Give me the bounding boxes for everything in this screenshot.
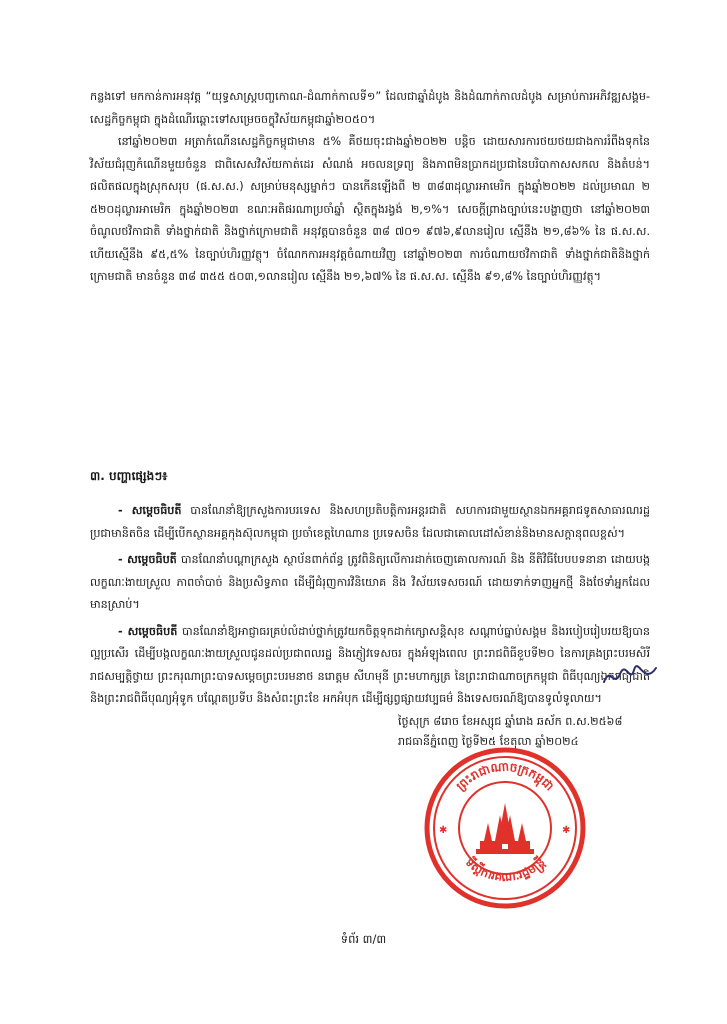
body-text <box>90 86 650 289</box>
signature-icon <box>600 660 660 692</box>
official-seal <box>422 745 588 911</box>
bullet-lead: - សម្តេចធិបតី <box>118 624 178 638</box>
bullet-lead: - សម្តេចធិបតី <box>118 553 177 566</box>
paragraph-economy: នៅឆ្នាំ២០២៣ អត្រាកំណើនសេដ្ឋកិច្ចកម្ពុជាមាន ៥% គឺថយចុះជាងឆ្នាំ២០២២ បន្តិច ដោយសារការថយថយជាងការរំពឹងទុកនៃវិស័យជំរុញកំណើនមួយចំនួន ជាពិសេសវិស័យកាត់ដេរ សំណង់ អចលនទ្រព្យ និងភាពមិនប្រាកដប្រជានៃបរិបាកាសសកល និងតំបន់។ ផលិតផលក្នុងស្រុកសរុប (ផ.ស.ស.) សម្រាប់មនុស្សម្នាក់ៗ បានកើនឡើងពី ២ ៣៨៣ដុល្លារអាមេរិក ក្នុងឆ្នាំ២០២២ ដល់ប្រមាណ ២ ៥២០ដុល្លារអាមេរិក ក្នុងឆ្នាំ២០២៣ ខណៈអតិផរណាប្រចាំឆ្នាំ ស្ថិតក្នុងរង្វង់ ២,១%។ សេចក្តីព្រាងច្បាប់នេះបង្ហាញថា នៅឆ្នាំ២០២៣ ចំណូលថវិកាជាតិ ទាំងថ្នាក់ជាតិ និងថ្នាក់ក្រោមជាតិ អនុវត្តបានចំនួន ៣៨ ៧០១ ៩៧៦,៩លានរៀល ស្មើនឹង ២១,៨៦% នៃ ផ.ស.ស. ហើយស្មើនឹង ៩៥,៥% នៃច្បាប់ហិរញ្ញវត្ថុ។ ចំណែកការអនុវត្តចំណាយវិញ នៅឆ្នាំ២០២៣ ការចំណាយថវិកាជាតិ ទាំងថ្នាក់ជាតិនិងថ្នាក់ក្រោមជាតិ មានចំនួន ៣៨ ៣៥៥ ៥០៣,១លានរៀល ស្មើនឹង ២១,៦៧% នៃ ផ.ស.ស. ស្មើនឹង ៩១,៨% នៃច្បាប់ហិរញ្ញវត្ថុ។ <box>90 135 650 283</box>
list-item <box>90 621 650 711</box>
list-item <box>90 549 650 617</box>
bullet-text: បានណែនាំឱ្យអាជ្ញាធរគ្រប់លំដាប់ថ្នាក់ត្រូវយកចិត្តទុកដាក់ក្សោសន្តិសុខ សណ្តាប់ធ្នាប់សង្គម និងរបៀបរៀបរយឱ្យបានល្អប្រសើរ ដើម្បីបង្កលក្ខណៈងាយស្រួលជូនដល់ប្រជាពលរដ្ឋ និងភ្ញៀវទេសចរ ក្នុងអំឡុងពេល ព្រះរាជពិធីខួបទី២០ នៃការគ្រងព្រះបរមសិរីរាជសម្បត្តិថ្វាយ ព្រះករុណាព្រះបាទសម្តេចព្រះបរមនាថ នរោត្តម សីហមុនី ព្រះមហាក្សត្រ នៃព្រះរាជាណាចក្រកម្ពុជា ពិធីបុណ្យឯករាជ្យជាតិ និងព្រះរាជពិធីបុណ្យអុំទូក បណ្តែតប្រទីប និងសំពះព្រះខែ អកអំបុក ដើម្បីផ្សព្វផ្សាយវប្បធម៌ និងទេសចរណ៍ឱ្យបានទូលំទូលាយ។ <box>90 624 651 705</box>
bullet-text: បានណែនាំបណ្តាក្រសួង ស្ថាប័នពាក់ព័ន្ធ ត្រូវពិនិត្យលើការដាក់ចេញគោលការណ៍ និង នីតិវិធីបែបបទនានា ដោយបង្កលក្ខណៈងាយស្រួល ភាពចាំបាច់ និងប្រសិទ្ធភាព ដើម្បីជំរុញការវិនិយោគ និង វិស័យទេសចរណ៍ ដោយទាក់ទាញអ្នកថ្មី និងថែទាំអ្នកដែលមានស្រាប់។ <box>90 553 651 611</box>
seal-bottom-text: ទីស្តីការគណៈរដ្ឋមន្ត្រី <box>462 854 548 885</box>
svg-text:✱: ✱ <box>562 825 571 836</box>
section-heading: ៣. បញ្ហាផ្សេងៗ៖ <box>90 469 168 483</box>
bullet-list <box>90 500 650 715</box>
paragraph-intro: កន្លងទៅ មកកាន់ការអនុវត្ត “យុទ្ធសាស្ត្របញ្ចកោណ-ដំណាក់កាលទី១” ដែលជាឆ្នាំដំបូង និងដំណាក់កាលដំបូង សម្រាប់ការអភិវឌ្ឍសង្គម-សេដ្ឋកិច្ចកម្ពុជា ក្នុងដំណើរឆ្ពោះទៅសម្រេចចក្ខុវិស័យកម្ពុជាឆ្នាំ២០៥០។ <box>90 90 650 126</box>
list-item <box>90 500 650 545</box>
page-number: ទំព័រ ៣/៣ <box>340 932 387 946</box>
place-date: រាជធានីភ្នំពេញ ថ្ងៃទី២៥ ខែតុលា ឆ្នាំ២០២៤ <box>398 735 579 748</box>
seal-top-text: ព្រះរាជាណាចក្រកម្ពុជា <box>453 759 557 794</box>
bullet-lead: - សម្តេចធិបតី <box>118 504 182 517</box>
angkor-wat-icon <box>476 803 534 854</box>
svg-text:✱: ✱ <box>439 825 448 836</box>
lunar-date: ថ្ងៃសុក្រ ៨រោច ខែអស្សុជ ឆ្នាំរោង ឆស័ក ព.ស.២៥៦៨ <box>398 715 623 728</box>
bullet-text: បានណែនាំឱ្យក្រសួងការបរទេស និងសហប្រតិបត្តិការអន្តរជាតិ សហការជាមួយស្ថានឯកអគ្គរាជទូតសាធារណរដ្ឋប្រជាមានិតចិន ដើម្បីបើកស្ថានអគ្គកុងស៊ុលកម្ពុជា ប្រចាំខេត្តហៃណាន ប្រទេសចិន ដែលជាគោលដៅសំខាន់និងមានសក្តានុពលខ្ពស់។ <box>90 504 650 540</box>
